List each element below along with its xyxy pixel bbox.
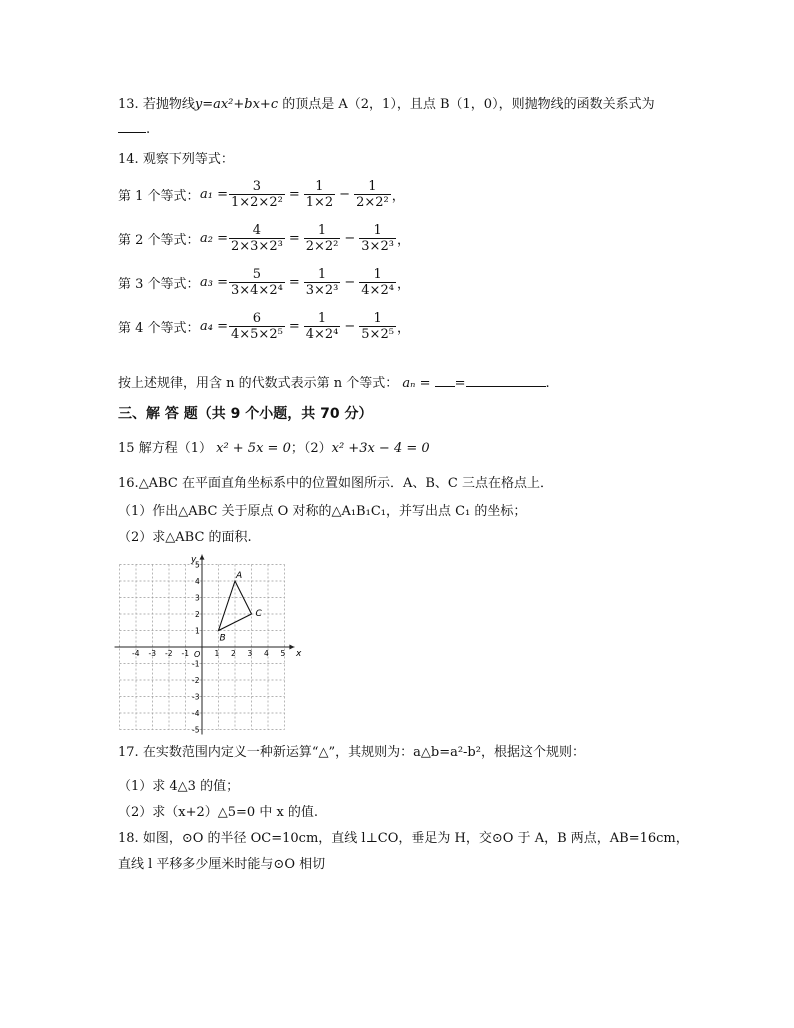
numerator: 1 <box>373 266 382 282</box>
question-text: 若抛物线 <box>142 97 195 112</box>
question-text: 则抛物线的函数关系式为 <box>511 97 655 112</box>
y-axis-arrow <box>200 555 205 560</box>
section-title: 三、解 答 题（共 9 个小题，共 70 分） <box>118 406 373 422</box>
x-tick-label: 2 <box>231 649 236 658</box>
period: . <box>146 122 151 137</box>
y-tick-label: -3 <box>192 692 200 702</box>
point-b: B（1，0）， <box>439 97 512 112</box>
question-number: 18. <box>118 831 139 846</box>
denominator: 4×5×2⁵ <box>231 326 283 342</box>
y-tick-label: 3 <box>195 593 200 603</box>
y-tick-label: 5 <box>195 560 200 570</box>
fraction <box>229 311 285 342</box>
period: . <box>545 376 550 391</box>
question-text: 如图，⊙O 的半径 OC=10cm，直线 l⊥CO，垂足为 H，交⊙O 于 A，B 两点，AB=16cm， <box>142 831 689 846</box>
question-16 <box>118 472 553 491</box>
y-tick-label: 2 <box>195 610 200 619</box>
equation-lhs: a₂ = <box>200 230 228 246</box>
equals-sign: = <box>454 376 466 391</box>
part-text: （1）求 4△3 的值； <box>118 779 240 794</box>
fraction <box>304 223 341 254</box>
question-13 <box>118 93 655 112</box>
comma: ， <box>396 320 410 336</box>
origin-label: O <box>194 650 201 659</box>
fill-blank[interactable] <box>466 374 546 387</box>
x-tick-label: -3 <box>148 649 156 658</box>
numerator: 1 <box>315 178 324 194</box>
x-axis-arrow <box>289 645 294 650</box>
minus-sign: − <box>344 274 356 290</box>
fill-blank[interactable] <box>118 120 146 133</box>
answer-blank-13 <box>118 120 150 137</box>
question-17-part-2 <box>118 801 318 820</box>
question-number: 15 <box>118 441 135 456</box>
denominator: 2×2² <box>305 238 339 254</box>
vertex-label-a: A <box>236 571 243 581</box>
numerator: 6 <box>252 310 262 326</box>
y-tick-label: -5 <box>192 725 200 735</box>
part-text: （2）求（x+2）△5=0 中 x 的值. <box>118 805 319 820</box>
equation-lhs: a₄ = <box>200 318 228 334</box>
x-tick-label: 5 <box>280 649 286 658</box>
x-tick-label: -1 <box>181 649 189 658</box>
question-15 <box>118 437 430 456</box>
equation-label: 第 2 个等式： <box>118 232 200 248</box>
equation-row <box>118 216 410 260</box>
denominator: 3×4×2⁴ <box>231 282 283 298</box>
y-tick-label: -1 <box>192 659 200 669</box>
fraction <box>354 179 391 210</box>
equation-row <box>118 172 410 216</box>
separator: ；（2） <box>290 441 332 456</box>
equals-sign: = <box>288 230 300 246</box>
y-tick-label: -2 <box>192 676 200 685</box>
numerator: 1 <box>373 222 382 238</box>
vertex-label-c: C <box>255 609 262 619</box>
denominator: 3×2³ <box>305 282 339 298</box>
fraction <box>229 179 285 210</box>
rule-lhs: aₙ = <box>402 376 431 391</box>
minus-sign: − <box>344 318 356 334</box>
equals-sign: = <box>288 274 300 290</box>
question-number: 17. <box>118 745 139 760</box>
fraction <box>359 267 396 298</box>
fill-blank[interactable] <box>435 374 455 387</box>
rule-text: 按上述规律，用含 n 的代数式表示第 n 个等式： <box>118 376 399 391</box>
fraction <box>304 179 335 210</box>
fraction <box>359 311 396 342</box>
comma: ， <box>391 188 405 204</box>
question-text: 的顶点是 <box>282 97 335 112</box>
question-16-part-2 <box>118 526 252 545</box>
equation-1: x² + 5x = 0 <box>216 441 291 456</box>
numerator: 1 <box>317 266 327 282</box>
x-tick-label: 4 <box>264 649 269 658</box>
equation-lhs: a₁ = <box>200 186 228 202</box>
denominator: 3×2³ <box>361 238 394 254</box>
rule-line <box>118 372 550 391</box>
equation-row <box>118 260 410 304</box>
x-tick-label: 3 <box>247 649 253 658</box>
y-tick-label: 1 <box>195 626 200 636</box>
x-tick-label: 1 <box>214 649 220 658</box>
y-axis-label: y <box>191 554 197 565</box>
question-text: 在实数范围内定义一种新运算“△”，其规则为：a△b=a²-b²，根据这个规则： <box>142 745 585 760</box>
numerator: 1 <box>368 178 377 194</box>
comma: ， <box>396 232 410 248</box>
x-axis-label: x <box>296 649 302 659</box>
comma: ， <box>396 276 410 292</box>
numerator: 3 <box>252 178 262 194</box>
fraction <box>359 223 396 254</box>
question-number: 16. <box>118 476 139 491</box>
equation-label: 第 3 个等式： <box>118 276 200 292</box>
equation-label: 第 1 个等式： <box>118 188 200 204</box>
fraction <box>304 311 341 342</box>
part-text: （2）求△ABC 的面积. <box>118 530 252 545</box>
minus-sign: − <box>344 230 356 246</box>
question-16-part-1 <box>118 500 526 519</box>
question-number: 13. <box>118 97 139 112</box>
denominator: 2×3×2³ <box>231 238 283 254</box>
point-a: A（2，1）， <box>338 97 410 112</box>
question-text: 且点 <box>409 97 436 112</box>
minus-sign: − <box>339 186 351 202</box>
numerator: 1 <box>317 222 327 238</box>
coordinate-grid-figure <box>115 554 305 735</box>
section-heading <box>118 403 372 423</box>
question-14 <box>118 148 234 167</box>
vertex-label-b: B <box>219 633 226 644</box>
equation-label: 第 4 个等式： <box>118 320 200 336</box>
question-18 <box>118 827 689 846</box>
formula: y=ax²+bx+c <box>194 97 279 112</box>
numerator: 1 <box>317 310 327 326</box>
question-number: 14. <box>118 152 139 167</box>
denominator: 5×2⁵ <box>361 326 394 342</box>
equals-sign: = <box>288 318 300 334</box>
question-text: 观察下列等式： <box>142 152 234 167</box>
denominator: 1×2×2² <box>231 194 283 210</box>
y-tick-label: 4 <box>195 577 200 586</box>
denominator: 4×2⁴ <box>305 326 339 342</box>
question-text: △ABC 在平面直角坐标系中的位置如图所示．A、B、C 三点在格点上． <box>138 476 553 491</box>
numerator: 4 <box>252 222 262 238</box>
numerator: 5 <box>252 266 262 282</box>
equation-lhs: a₃ = <box>200 274 228 290</box>
numerator: 1 <box>373 310 382 326</box>
denominator: 1×2 <box>305 194 334 210</box>
equation-row <box>118 304 410 348</box>
equation-list <box>118 172 410 348</box>
equals-sign: = <box>288 186 300 202</box>
equation-2: x² +3x − 4 = 0 <box>331 441 430 456</box>
x-tick-label: -4 <box>132 649 140 658</box>
denominator: 2×2² <box>356 194 389 210</box>
fraction <box>229 223 285 254</box>
part-text: （1）作出△ABC 关于原点 O 对称的△A₁B₁C₁，并写出点 C₁ 的坐标； <box>118 504 527 519</box>
question-17-part-1 <box>118 775 239 794</box>
question-text: 解方程（1） <box>138 441 212 456</box>
question-17 <box>118 741 585 760</box>
fraction <box>304 267 341 298</box>
denominator: 4×2⁴ <box>361 282 394 298</box>
y-tick-label: -4 <box>192 709 200 718</box>
question-text: 直线 l 平移多少厘米时能与⊙O 相切 <box>118 857 326 872</box>
question-18-line-2 <box>118 853 325 872</box>
fraction <box>229 267 285 298</box>
x-tick-label: -2 <box>165 649 173 658</box>
